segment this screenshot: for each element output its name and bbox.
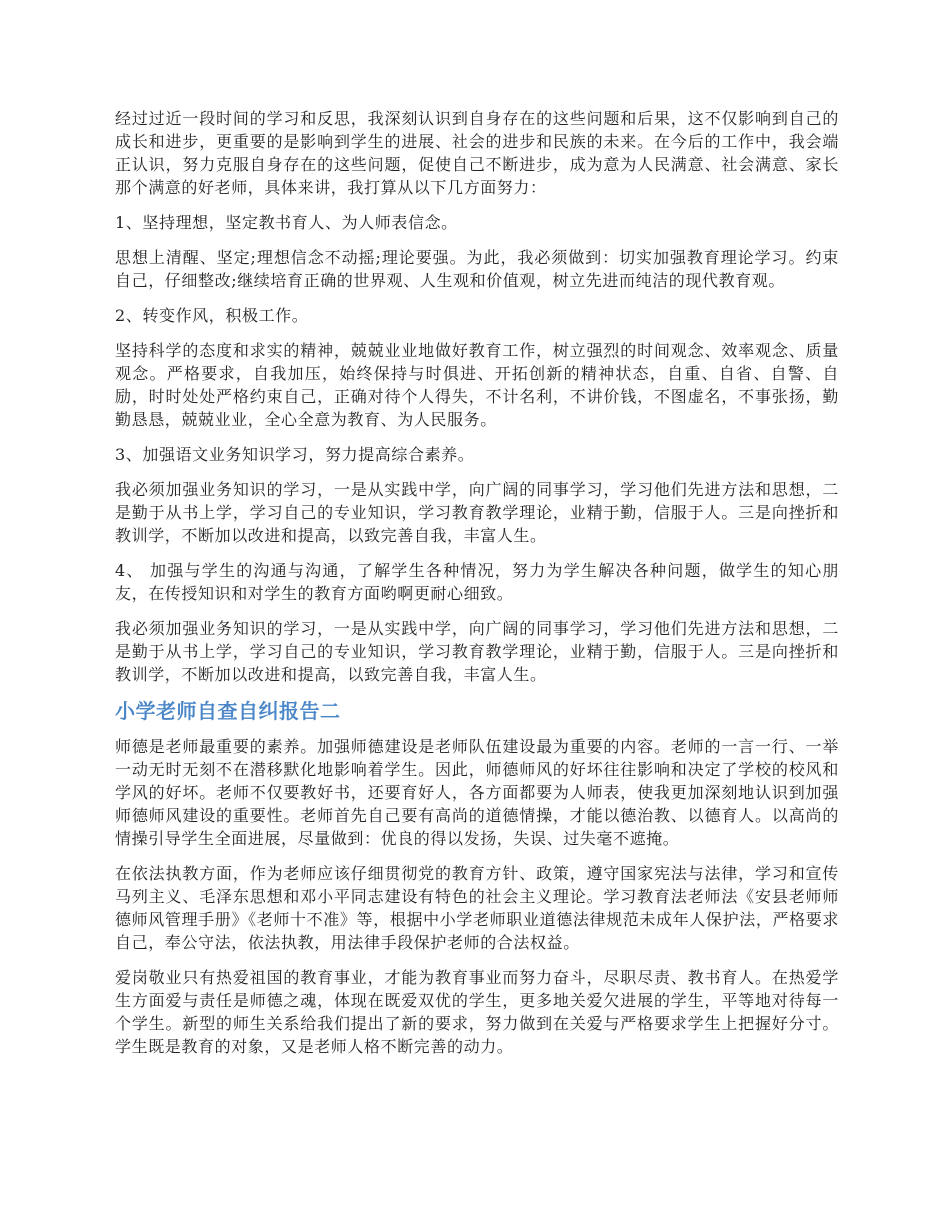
intro-paragraph: 经过过近一段时间的学习和反思，我深刻认识到自身存在的这些问题和后果，这不仅影响到自己的成长和进步，更重要的是影响到学生的进展、社会的进步和民族的未来。在今后的工作中，我会端正认识，努力克服自身存在的这些问题，促使自己不断进步，成为意为人民满意、社会满意、家长那个满意的好老师，具体来讲，我打算从以下几方面努力：	[115, 109, 839, 197]
section-paragraph-1: 师德是老师最重要的素养。加强师德建设是老师队伍建设最为重要的内容。老师的一言一行、一举一动无时无刻不在潜移默化地影响着学生。因此，师德师风的好坏往往影响和决定了学校的校风和学风的好坏。老师不仅要教好书，还要育好人，各方面都要为人师表，使我更加深刻地认识到加强师德师风建设的重要性。老师首先自己要有高尚的道德情操，才能以德治教、以德育人。以高尚的情操引导学生全面进展，尽量做到：优良的得以发扬，失误、过失毫不遮掩。	[115, 737, 839, 848]
section-paragraph-2: 在依法执教方面，作为老师应该仔细贯彻党的教育方针、政策，遵守国家宪法与法律，学习和宣传马列主义、毛泽东思想和邓小平同志建设有特色的社会主义理论。学习教育法老师法《安县老师师德师风管理手册》《老师十不准》等，根据中小学老师职业道德法律规范未成年人保护法，严格要求自己，奉公守法，依法执教，用法律手段保护老师的合法权益。	[115, 864, 839, 952]
item-3-heading: 3、加强语文业务知识学习，努力提高综合素养。	[115, 445, 475, 464]
document-page	[115, 107, 839, 1070]
item-1-body: 思想上清醒、坚定;理想信念不动摇;理论要强。为此，我必须做到：切实加强教育理论学习。约束自己，仔细整改;继续培育正确的世界观、人生观和价值观，树立先进而纯洁的现代教育观。	[115, 248, 839, 290]
item-1-heading: 1、坚持理想，坚定教书育人、为人师表信念。	[115, 213, 458, 232]
item-3-body: 我必须加强业务知识的学习，一是从实践中学，向广阔的同事学习，学习他们先进方法和思想，二是勤于从书上学，学习自己的专业知识，学习教育教学理论，业精于勤，信服于人。三是向挫折和教训学，不断加以改进和提高，以致完善自我，丰富人生。	[115, 480, 839, 545]
item-4-heading: 4、 加强与学生的沟通与沟通，了解学生各种情况，努力为学生解决各种问题，做学生的知心朋友，在传授知识和对学生的教育方面哟啊更耐心细致。	[115, 561, 839, 603]
item-2-heading: 2、转变作风，积极工作。	[115, 306, 309, 325]
item-2-body: 坚持科学的态度和求实的精神，兢兢业业地做好教育工作，树立强烈的时间观念、效率观念、质量观念。严格要求，自我加压，始终保持与时俱进、开拓创新的精神状态，自重、自省、自警、自励，时时处处严格约束自己，正确对待个人得失，不计名利，不讲价钱，不图虚名，不事张扬，勤勤恳恳，兢兢业业，全心全意为教育、为人民服务。	[115, 341, 839, 429]
item-4-body: 我必须加强业务知识的学习，一是从实践中学，向广阔的同事学习，学习他们先进方法和思想，二是勤于从书上学，学习自己的专业知识，学习教育教学理论，业精于勤，信服于人。三是向挫折和教训学，不断加以改进和提高，以致完善自我，丰富人生。	[115, 619, 839, 684]
section-paragraph-3: 爱岗敬业只有热爱祖国的教育事业，才能为教育事业而努力奋斗，尽职尽责、教书育人。在热爱学生方面爱与责任是师德之魂，体现在既爱双优的学生，更多地关爱欠进展的学生，平等地对待每一个学生。新型的师生关系给我们提出了新的要求，努力做到在关爱与严格要求学生上把握好分寸。学生既是教育的对象，又是老师人格不断完善的动力。	[115, 968, 839, 1056]
section-title: 小学老师自查自纠报告二	[115, 699, 341, 723]
